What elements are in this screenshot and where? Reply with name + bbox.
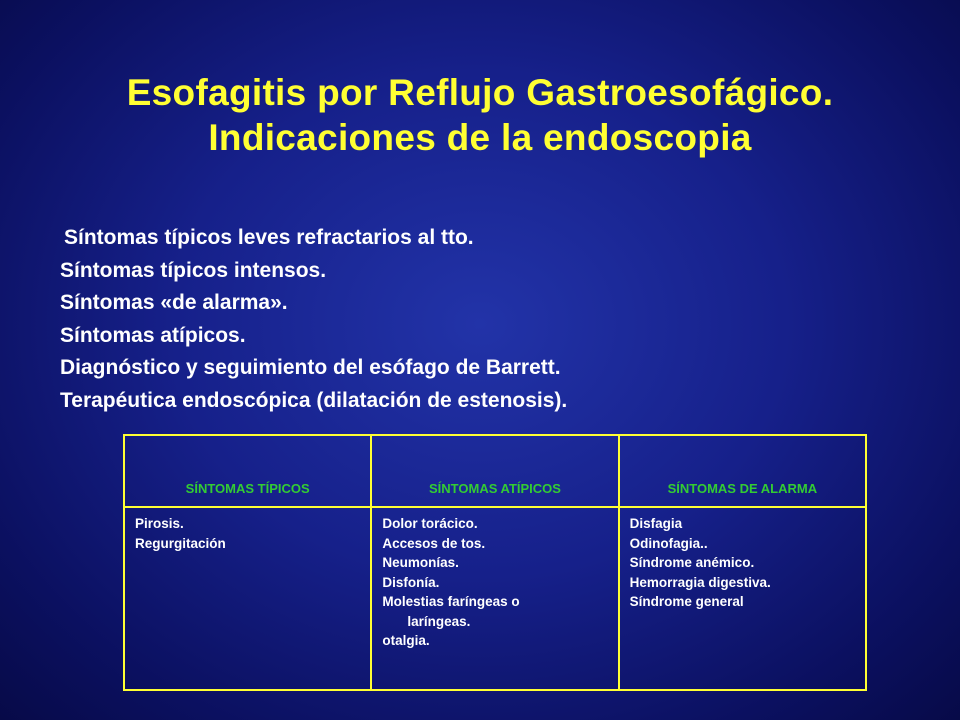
symptom-item: Síndrome anémico. [629,555,755,570]
symptom-item: Disfonía. [382,574,440,590]
indication-item: Síntomas atípicos. [60,323,246,347]
symptom-item: Odinofagia.. [629,535,708,551]
indication-item: Síntomas típicos intensos. [60,258,327,282]
table-row [124,507,866,690]
symptom-item: Dolor torácico. [382,516,478,531]
indication-item: Síntomas «de alarma». [60,291,288,314]
indication-item: Terapéutica endoscópica (dilatación de estenosis). [60,388,568,412]
symptom-item: otalgia. [382,633,430,648]
symptom-item: Accesos de tos. [382,535,486,551]
symptoms-table [123,434,867,691]
header-sintomas-alarma: SÍNTOMAS DE ALARMA [619,435,866,507]
cell-sintomas-atipicos [371,507,618,690]
header-sintomas-tipicos: SÍNTOMAS TÍPICOS [124,435,371,507]
cell-sintomas-alarma [619,507,866,690]
symptom-item: Hemorragia digestiva. [629,574,771,590]
symptom-item: Molestias faríngeas o [382,594,520,609]
title-line-1: Esofagitis por Reflujo Gastroesofágico. [126,72,834,113]
symptom-item: Pirosis. [135,516,184,531]
symptom-item: Disfagia [629,516,683,531]
symptom-item: Regurgitación [135,535,226,551]
indication-item: Síntomas típicos leves refractarios al tto. [64,226,474,249]
symptom-item: laríngeas. [407,613,471,629]
symptom-item: Neumonías. [382,555,459,570]
table-header-row [124,435,866,507]
symptom-item: Síndrome general [629,594,744,609]
indication-item: Diagnóstico y seguimiento del esófago de Barrett. [60,356,561,379]
title-line-2: Indicaciones de la endoscopia [208,117,752,158]
indications-list [60,222,567,417]
slide-title [0,70,960,160]
header-sintomas-atipicos: SÍNTOMAS ATÍPICOS [371,435,618,507]
cell-sintomas-tipicos [124,507,371,690]
